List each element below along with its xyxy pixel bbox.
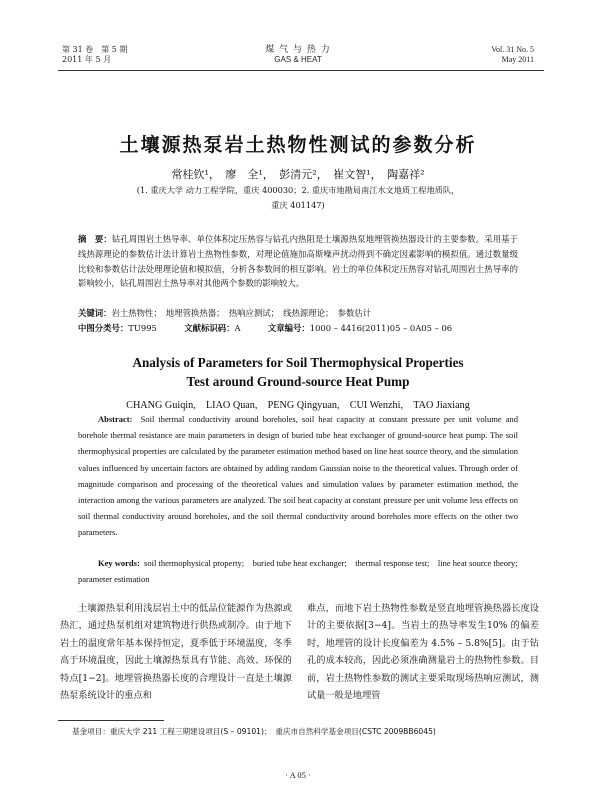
title-en-line1: Analysis of Parameters for Soil Thermophysical Properties <box>132 355 464 370</box>
keywords-cn-label: 关键词： <box>78 308 112 318</box>
article-number-value: 1000 – 4416(2011)05 – 0A05 – 06 <box>309 323 453 333</box>
abstract-en-text: Soil thermal conductivity around boreholes, soil heat capacity at constant pressure per unit volume and borehole thermal resistance are main parameters in design of buried tube heat exchanger of ground-source heat pump. The soil thermophysical properties are calculated by the parameter estimation method based on line heat source theory, and the simulation values influenced by uncertain factors are obtained by adding random Gaussian noise to the theoretical values. Through order of magnitude comparison and processing of the theoretical values and simulation values by parameter estimation method, the interaction among the various parameters are analyzed. The soil heat capacity at constant pressure per unit volume less effects on soil thermal conductivity around boreholes, and the soil thermal conductivity around boreholes more effects on the other two parameters. <box>78 414 518 538</box>
header-journal-cn: 煤 气 与 热 力 <box>265 45 331 55</box>
classification-cn: 中图分类号：TU995 文献标识码：A 文章编号：1000 – 4416(2011)05 – 0A05 – 06 <box>78 323 453 333</box>
page-number: · A 05 · <box>285 770 311 780</box>
keywords-cn-text: 岩土热物性； 地埋管换热器； 热响应测试； 线热源理论； 参数估计 <box>111 308 372 318</box>
footnote-funding: 基金项目：重庆大学 211 工程三期建设项目(S – 09101)； 重庆市自然科学基金项目(CSTC 2009BB6045) <box>72 727 436 736</box>
abstract-en <box>78 411 518 541</box>
header-journal-en: GAS & HEAT <box>274 55 322 64</box>
abstract-en-label: Abstract: <box>98 414 133 424</box>
affiliation-line1: (1. 重庆大学 动力工程学院，重庆 400030；2. 重庆市地勘局南江水文地质工程地质队， <box>136 185 460 195</box>
header-vol-en: Vol. 31 No. 5 <box>491 45 534 54</box>
body-column-right: 难点，而地下岩土热物性参数是竖直地埋管换热器长度设计的主要依据[3−4]。当岩土的热导率发生10% 的偏差时，地埋管的设计长度偏差为 4.5% – 5.8%[5]。由于钻孔的成本较高，因此必须准确测量岩土的热物性参数。目前，岩土热物性参数的测试主要采取现场热响应测试，测试量一般是地埋管 <box>307 603 539 702</box>
header-date-en: May 2011 <box>501 55 534 64</box>
title-en-line2: Test around Ground-source Heat Pump <box>186 374 410 389</box>
authors-en: CHANG Guiqin, LIAO Quan, PENG Qingyuan, CUI Wenzhi, TAO Jiaxiang <box>126 400 470 411</box>
abstract-cn-label: 摘 要： <box>78 234 112 244</box>
keywords-cn <box>78 306 518 321</box>
header-volume: 第 31 卷 第 5 期 <box>62 45 128 54</box>
header-date-cn: 2011 年 5 月 <box>62 55 112 64</box>
keywords-en-text: soil thermophysical property; buried tube heat exchanger; thermal response test; line heat source theory; parameter estimation <box>78 558 526 585</box>
abstract-cn-text: 钻孔周围岩土热导率、单位体积定压热容与钻孔内热阻是土壤源热泵地埋管换热器设计的主要参数。采用基于线热源理论的参数估计法计算岩土热物性参数，对理论值施加高斯噪声扰动得到不确定因素影响的模拟值。通过数量级比较和参数估计法处理理论值和模拟值，分析各参数间的相互影响。岩土的单位体积定压热容对钻孔周围岩土热导率的影响较小，钻孔周围岩土热导率对其他两个参数的影响较大。 <box>78 234 519 289</box>
title-cn: 土壤源热泵岩土热物性测试的参数分析 <box>119 134 477 156</box>
authors-cn: 常桂钦¹， 廖 全¹， 彭清元²， 崔文智¹， 陶嘉祥² <box>171 168 425 181</box>
affiliation-line2: 重庆 401147) <box>271 200 325 210</box>
keywords-en <box>78 555 526 587</box>
footnote-rule <box>58 720 164 721</box>
body-column-left: 土壤源热泵利用浅层岩土中的低品位能源作为热源或热汇，通过热泵机组对建筑物进行供热或制冷。由于地下岩土的温度常年基本保持恒定，夏季低于环境温度，冬季高于环境温度，因此土壤源热泵具有节能、高效、环保的特点[1−2]。地埋管换热器长度的合理设计一直是土壤源热泵系统设计的重点和 <box>60 603 292 702</box>
header-rule <box>58 70 544 71</box>
doc-code-value: A <box>234 323 241 333</box>
clc-value: TU995 <box>128 323 157 333</box>
abstract-cn <box>78 232 518 291</box>
keywords-en-label: Key words: <box>98 558 140 568</box>
